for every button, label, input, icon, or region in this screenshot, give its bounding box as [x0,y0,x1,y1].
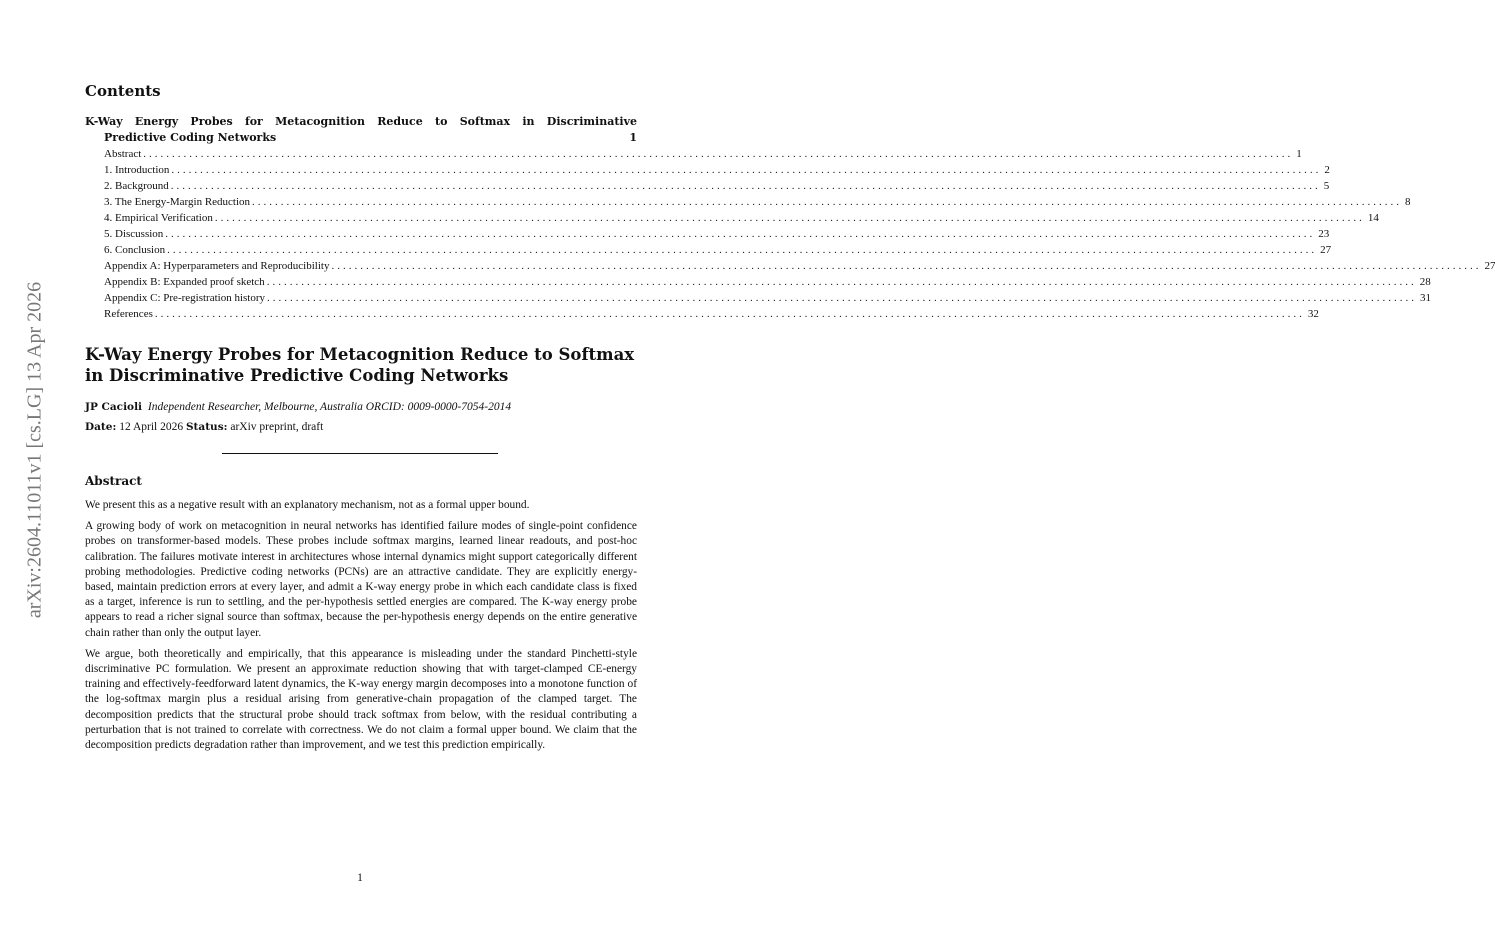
date-value: 12 April 2026 [119,421,184,433]
toc-entry-title: 5. Discussion [104,228,164,240]
toc-entry-title: Abstract [104,148,142,160]
toc-entry-page: 27 [1484,260,1495,272]
date-status-line [85,421,637,433]
toc-entry-title: Appendix B: Expanded proof sketch [104,276,265,288]
toc-entry-title: References [104,308,153,320]
toc-entry-title: Appendix A: Hyperparameters and Reproducibility [104,260,330,272]
toc-main-page: 1 [629,131,637,144]
toc-main-entry[interactable] [85,114,637,146]
toc-entry[interactable] [104,226,1330,242]
page-content [85,82,1495,759]
toc-entry-title: 4. Empirical Verification [104,212,213,224]
paper-title: K-Way Energy Probes for Metacognition Reduce to Softmax in Discriminative Predictive Coding Networks [85,345,635,385]
date-label: Date: [85,421,117,433]
arxiv-sidebar-stamp [20,260,50,640]
toc-list [85,146,1495,322]
toc-leader-dots: ........................................................................................................................................................................................................ [266,276,1417,288]
toc-entry[interactable] [104,194,1411,210]
toc-leader-dots: ........................................................................................................................................................................................................ [331,260,1482,272]
status-label: Status: [185,421,228,433]
toc-entry-title: 6. Conclusion [104,244,166,256]
abstract-heading: Abstract [85,474,142,488]
toc-entry[interactable] [104,306,1319,322]
toc-entry-page: 2 [1324,164,1330,176]
toc-entry-page: 5 [1323,180,1330,192]
toc-entry[interactable] [104,274,1431,290]
author-affiliation: Independent Researcher, Melbourne, Australia ORCID: 0009-0000-7054-2014 [147,401,512,413]
toc-entry[interactable] [104,146,1302,162]
arxiv-identifier: arXiv:2604.11011v1 [cs.LG] 13 Apr 2026 [23,281,46,619]
toc-entry[interactable] [104,242,1332,258]
toc-entry[interactable] [104,210,1379,226]
page-number: 1 [357,872,363,884]
toc-entry-page: 23 [1318,228,1330,240]
toc-main-title-line2-row [85,130,637,146]
toc-leader-dots: ........................................................................................................................................................................................................ [267,292,1418,304]
toc-leader-dots: ........................................................................................................................................................................................................ [170,180,1321,192]
status-value: arXiv preprint, draft [230,421,324,433]
contents-heading: Contents [85,82,161,100]
toc-leader-dots: ........................................................................................................................................................................................................ [165,228,1316,240]
abstract-paragraph: We argue, both theoretically and empirically, that this appearance is misleading under the standard Pinchetti-style discriminative PC formulation. We present an approximate reduction showing that with target-clamped CE-energy training and effectively-feedforward latent dynamics, the K-way energy margin decomposes into a monotone function of the log-softmax margin plus a residual arising from generative-chain propagation of the clamped target. The decomposition predicts that the structural probe should track softmax from below, with the residual contributing a perturbation that is not trained to correlate with correctness. We do not claim a formal upper bound. We claim that the decomposition predicts degradation rather than improvement, and we test this prediction empirically. [85,647,637,752]
toc-entry[interactable] [104,258,1495,274]
horizontal-rule [222,453,498,454]
toc-entry-page: 32 [1307,308,1319,320]
toc-entry-title: 2. Background [104,180,169,192]
toc-entry-page: 27 [1320,244,1332,256]
toc-leader-dots: ........................................................................................................................................................................................................ [167,244,1318,256]
toc-leader-dots: ........................................................................................................................................................................................................ [214,212,1365,224]
toc-entry-page: 28 [1419,276,1431,288]
toc-entry-page: 31 [1420,292,1432,304]
toc-entry[interactable] [104,162,1330,178]
toc-entry-title: Appendix C: Pre-registration history [104,292,266,304]
abstract-paragraph: We present this as a negative result with an explanatory mechanism, not as a formal upper bound. [85,499,530,511]
toc-leader-dots: ........................................................................................................................................................................................................ [171,164,1322,176]
toc-leader-dots: ........................................................................................................................................................................................................ [252,196,1403,208]
author-line [85,401,637,413]
toc-entry[interactable] [104,178,1330,194]
abstract-paragraph: A growing body of work on metacognition in neural networks has identified failure modes of single-point confidence probes on transformer-based models. These probes include softmax margins, learned linear readouts, and post-hoc calibration. The failures motivate interest in architectures whose internal dynamics might support categorically different probing methodologies. Predictive coding networks (PCNs) are an attractive candidate. They are explicitly energy-based, maintain prediction errors at every layer, and admit a K-way energy probe in which each candidate class is fixed as a target, inference is run to settling, and the per-hypothesis settled energies are compared. The K-way energy probe appears to read a richer signal source than softmax, because the per-hypothesis energy depends on the entire generative chain rather than only the output layer. [85,520,637,639]
toc-entry-page: 14 [1367,212,1379,224]
toc-entry-page: 8 [1405,196,1411,208]
toc-main-title-line1: K-Way Energy Probes for Metacognition Reduce to Softmax in Discriminative [85,115,637,128]
author-name: JP Cacioli [85,401,143,413]
toc-entry-page: 1 [1296,148,1302,160]
toc-entry-title: 3. The Energy-Margin Reduction [104,196,251,208]
toc-entry-title: 1. Introduction [104,164,170,176]
toc-leader-dots: ........................................................................................................................................................................................................ [154,308,1305,320]
toc-leader-dots: ........................................................................................................................................................................................................ [143,148,1294,160]
toc-main-title-line2: Predictive Coding Networks [104,131,277,144]
toc-entry[interactable] [104,290,1432,306]
